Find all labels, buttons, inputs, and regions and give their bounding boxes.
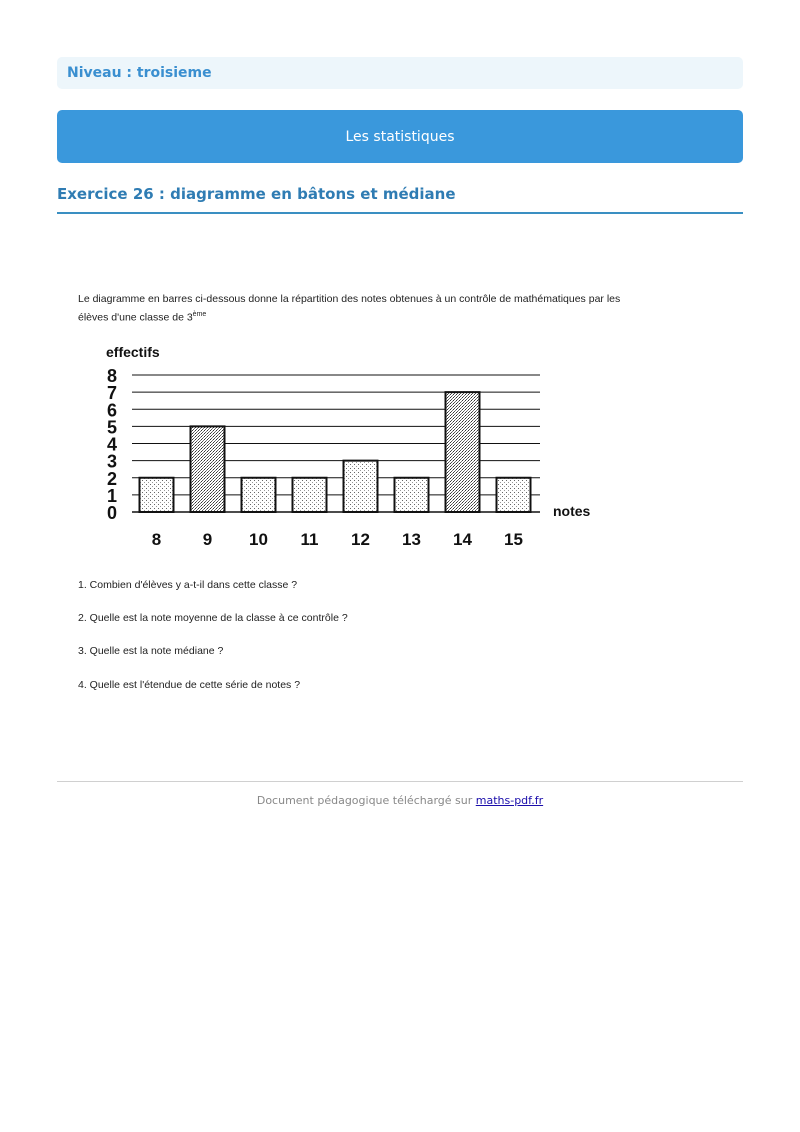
x-axis-label: notes (553, 503, 591, 519)
bar-note-10 (242, 478, 276, 512)
footer-text: Document pédagogique téléchargé sur (256, 794, 476, 807)
x-tick-labels (152, 530, 523, 549)
level-label: Niveau : troisieme (67, 65, 212, 81)
exercise-intro (78, 292, 698, 326)
bar-note-12 (344, 461, 378, 512)
x-tick-label-12: 12 (351, 530, 370, 549)
y-tick-label-7: 7 (106, 383, 118, 404)
bar-note-13 (395, 478, 429, 512)
y-tick-label-8: 8 (106, 366, 118, 386)
bars (140, 392, 531, 512)
bar-note-9 (191, 426, 225, 512)
x-tick-label-11: 11 (300, 530, 319, 549)
x-tick-label-15: 15 (504, 530, 523, 549)
y-tick-label-3: 3 (106, 451, 118, 472)
y-tick-label-6: 6 (106, 400, 118, 421)
x-tick-label-8: 8 (151, 530, 162, 549)
bar-chart (90, 340, 610, 555)
footer-link[interactable]: maths-pdf.fr (475, 794, 544, 807)
bar-note-14 (446, 392, 480, 512)
exercise-title: Exercice 26 : diagramme en bâtons et médiane (57, 185, 743, 214)
y-axis-label: effectifs (106, 344, 160, 360)
x-tick-label-9: 9 (202, 530, 213, 549)
question-2: 2. Quelle est la note moyenne de la classe à ce contrôle ? (78, 612, 348, 624)
bar-note-15 (497, 478, 531, 512)
y-tick-label-4: 4 (106, 434, 118, 455)
y-tick-label-2: 2 (106, 468, 118, 489)
topic-title: Les statistiques (345, 128, 455, 145)
intro-line-1: Le diagramme en barres ci-dessous donne la répartition des notes obtenues à un contrôle de mathématiques par les (78, 293, 621, 305)
topic-banner (57, 110, 743, 163)
bar-note-8 (140, 478, 174, 512)
question-3: 3. Quelle est la note médiane ? (78, 645, 224, 657)
question-1: 1. Combien d'élèves y a-t-il dans cette classe ? (78, 579, 298, 591)
x-tick-label-10: 10 (249, 530, 268, 549)
x-tick-label-14: 14 (453, 530, 472, 549)
y-tick-label-1: 1 (106, 485, 118, 506)
intro-line-2 (78, 307, 698, 326)
intro-line-2-text: élèves d'une classe de 3 (78, 311, 193, 324)
footer (0, 794, 800, 807)
footer-divider (57, 781, 743, 782)
y-tick-label-5: 5 (106, 417, 118, 438)
intro-line-2-sup: ème (192, 311, 207, 318)
question-4: 4. Quelle est l'étendue de cette série de notes ? (78, 679, 301, 691)
y-tick-label-0: 0 (106, 503, 118, 523)
x-tick-label-13: 13 (402, 530, 421, 549)
bar-note-11 (293, 478, 327, 512)
y-tick-labels (107, 366, 117, 523)
level-box (57, 57, 743, 89)
